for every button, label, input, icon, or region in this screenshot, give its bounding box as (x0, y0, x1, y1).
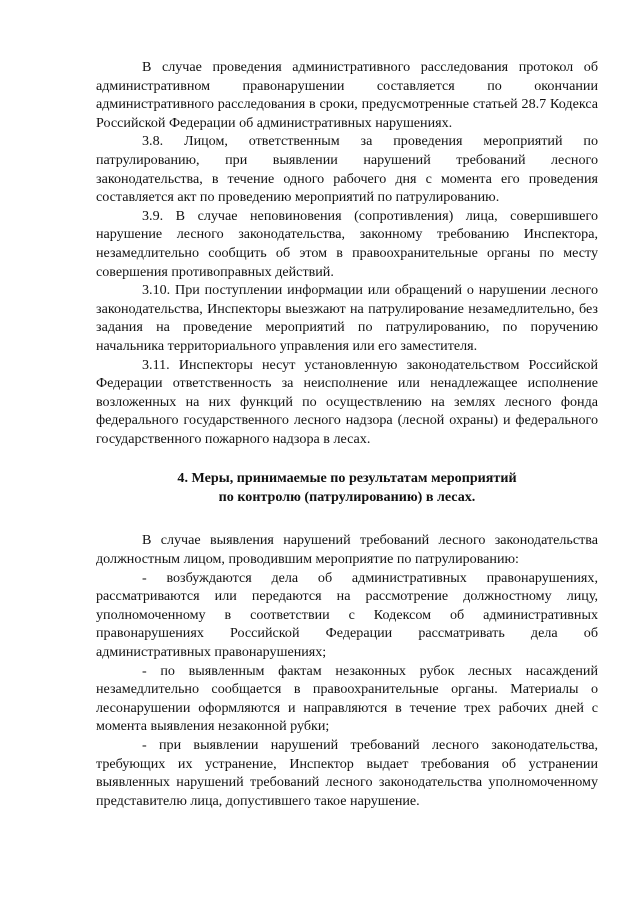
paragraph-section-4-intro: В случае выявления нарушений требований лесного законодательства должностным лицом, проводившим мероприятие по патрулированию: (96, 532, 598, 568)
paragraph-3-9: 3.9. В случае неповиновения (сопротивления) лица, совершившего нарушение лесного законодательства, законному требованию Инспектора, незамедлительно сообщить об этом в правоохранительные органы по месту совершения противоправных действий. (96, 207, 598, 280)
paragraph-investigation-protocol: В случае проведения административного расследования протокол об административном правонарушении составляется по окончании административного расследования в сроки, предусмотренные статьей 28.7 Кодекса Российской Федерации об административных нарушениях. (96, 59, 598, 131)
list-item-illegal-logging: - по выявленным фактам незаконных рубок лесных насаждений незамедлительно сообщается в правоохранительные органы. Материалы о лесонарушении оформляются и направляются в течение трех рабочих дней с момента выявления незаконной рубки; (96, 662, 598, 735)
paragraph-3-11: 3.11. Инспекторы несут установленную законодательством Российской Федерации ответственность за неисполнение или ненадлежащее исполнение возложенных на них функций по осуществлению на землях лесного фонда федерального государственного лесного надзора (лесной охраны) и федерального государственного пожарного надзора в лесах. (96, 356, 598, 447)
document-page (96, 58, 598, 810)
section-4-heading (96, 469, 598, 507)
list-item-administrative-cases: - возбуждаются дела об административных правонарушениях, рассматриваются или передаются на рассмотрение должностному лицу, уполномоченному в соответствии с Кодексом об административных правонарушениях Российской Федерации рассматривать дела об административных правонарушениях; (96, 569, 598, 661)
paragraph-3-8: 3.8. Лицом, ответственным за проведения мероприятий по патрулированию, при выявлении нарушений требований лесного законодательства, в течение одного рабочего дня с момента его проведения составляется акт по проведению мероприятий по патрулированию. (96, 133, 598, 206)
paragraph-3-10: 3.10. При поступлении информации или обращений о нарушении лесного законодательства, Инспекторы выезжают на патрулирование незамедлительно, без задания на проведение мероприятий по патрулированию, по поручению начальника территориального управления или его заместителя. (96, 282, 598, 354)
list-item-remediation-requirements: - при выявлении нарушений требований лесного законодательства, требующих их устранение, Инспектор выдает требования об устранении выявленных нарушений требований лесного законодательства уполномоченному представителю лица, допустившего такое нарушение. (96, 737, 598, 809)
section-4-heading-line-1: 4. Меры, принимаемые по результатам мероприятий (177, 470, 517, 487)
section-4-heading-line-2: по контролю (патрулированию) в лесах. (218, 489, 476, 506)
